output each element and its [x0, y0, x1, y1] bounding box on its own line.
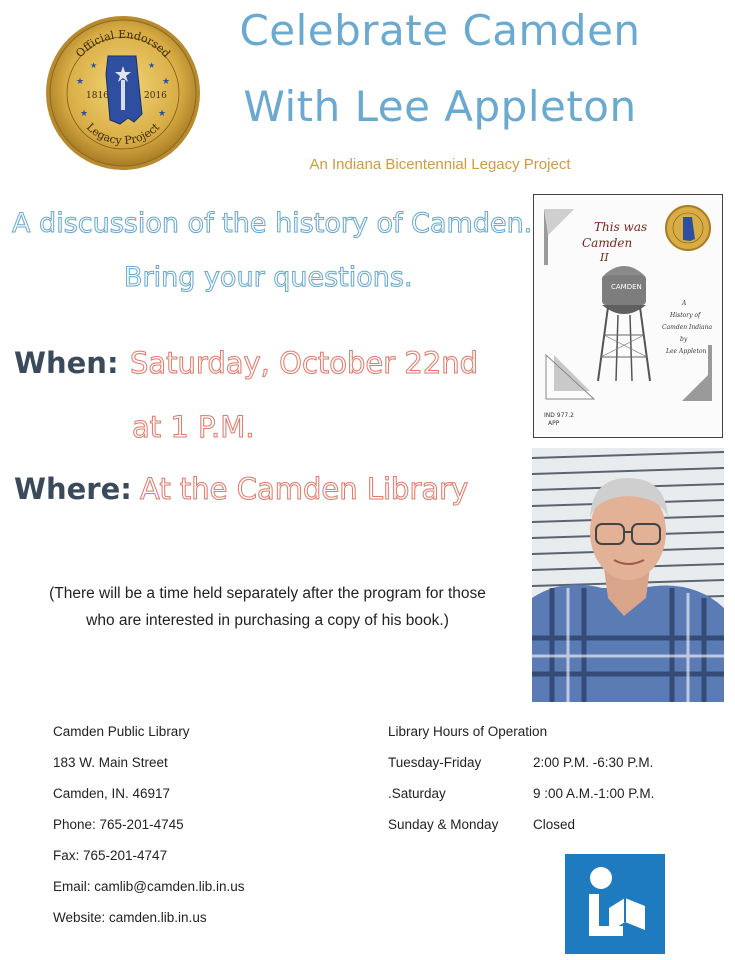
svg-text:★: ★ — [80, 109, 89, 119]
book-desc-3: Camden Indiana — [662, 324, 713, 331]
seal-year-left: 1816 — [86, 91, 109, 101]
hours-time: 2:00 P.M. -6:30 P.M. — [533, 755, 654, 770]
library-email: Email: camlib@camden.lib.in.us — [53, 879, 245, 894]
hours-time: 9 :00 A.M.-1:00 P.M. — [533, 786, 655, 801]
book-title-3: II — [600, 251, 609, 264]
book-title-1: This was — [594, 220, 648, 234]
book-desc-5: Lee Appleton — [666, 348, 707, 355]
svg-text:★: ★ — [158, 109, 167, 119]
library-website: Website: camden.lib.in.us — [53, 910, 207, 925]
book-title-2: Camden — [582, 236, 633, 250]
hours-row — [388, 817, 654, 848]
when-label: When: — [14, 346, 119, 380]
where-value: At the Camden Library — [140, 472, 469, 506]
svg-text:★: ★ — [76, 77, 85, 87]
page-subtitle: An Indiana Bicentennial Legacy Project — [309, 156, 571, 173]
hours-day: Tuesday-Friday — [388, 755, 482, 770]
seal-bottom-text: Legacy Project — [83, 120, 163, 148]
book-cover-image — [533, 194, 723, 438]
seal-year-right: 2016 — [144, 91, 167, 101]
lead-line-2: Bring your questions. — [124, 262, 413, 293]
library-hours — [388, 724, 654, 848]
library-contact — [53, 724, 245, 941]
hours-title: Library Hours of Operation — [388, 724, 548, 739]
when-value: Saturday, October 22nd — [130, 346, 479, 380]
book-desc-2: History of — [670, 312, 701, 319]
svg-text:★: ★ — [90, 61, 98, 70]
hours-day: Sunday & Monday — [388, 817, 499, 832]
purchase-note-line1: (There will be a time held separately after the program for those — [49, 585, 486, 602]
library-fax: Fax: 765-201-4747 — [53, 848, 168, 863]
hours-day: .Saturday — [388, 786, 446, 801]
page-title-line1: Celebrate Camden — [239, 6, 641, 55]
library-address: 183 W. Main Street — [53, 755, 168, 770]
library-phone: Phone: 765-201-4745 — [53, 817, 184, 832]
time-value: at 1 P.M. — [132, 410, 255, 444]
tower-label: CAMDEN — [611, 283, 642, 291]
lead-line-1: A discussion of the history of Camden. — [12, 208, 533, 239]
svg-text:★: ★ — [148, 61, 156, 70]
where-label: Where: — [14, 472, 132, 506]
book-desc-4: by — [680, 336, 688, 343]
hours-row — [388, 755, 654, 786]
book-call-number-2: APP — [548, 420, 560, 427]
hours-row — [388, 786, 654, 817]
hours-time: Closed — [533, 817, 576, 832]
purchase-note — [10, 580, 525, 634]
svg-text:★: ★ — [162, 77, 171, 87]
library-info-icon — [565, 854, 665, 954]
library-city: Camden, IN. 46917 — [53, 786, 171, 801]
library-name: Camden Public Library — [53, 724, 190, 739]
book-desc-1: A — [682, 300, 687, 307]
page-title-line2: With Lee Appleton — [243, 82, 637, 131]
bicentennial-seal — [44, 14, 202, 172]
book-call-number-1: IND 977.2 — [544, 412, 574, 419]
author-photo — [532, 448, 724, 702]
purchase-note-line2: who are interested in purchasing a copy of his book.) — [86, 612, 449, 629]
seal-top-text: Official Endorsed — [73, 27, 173, 61]
